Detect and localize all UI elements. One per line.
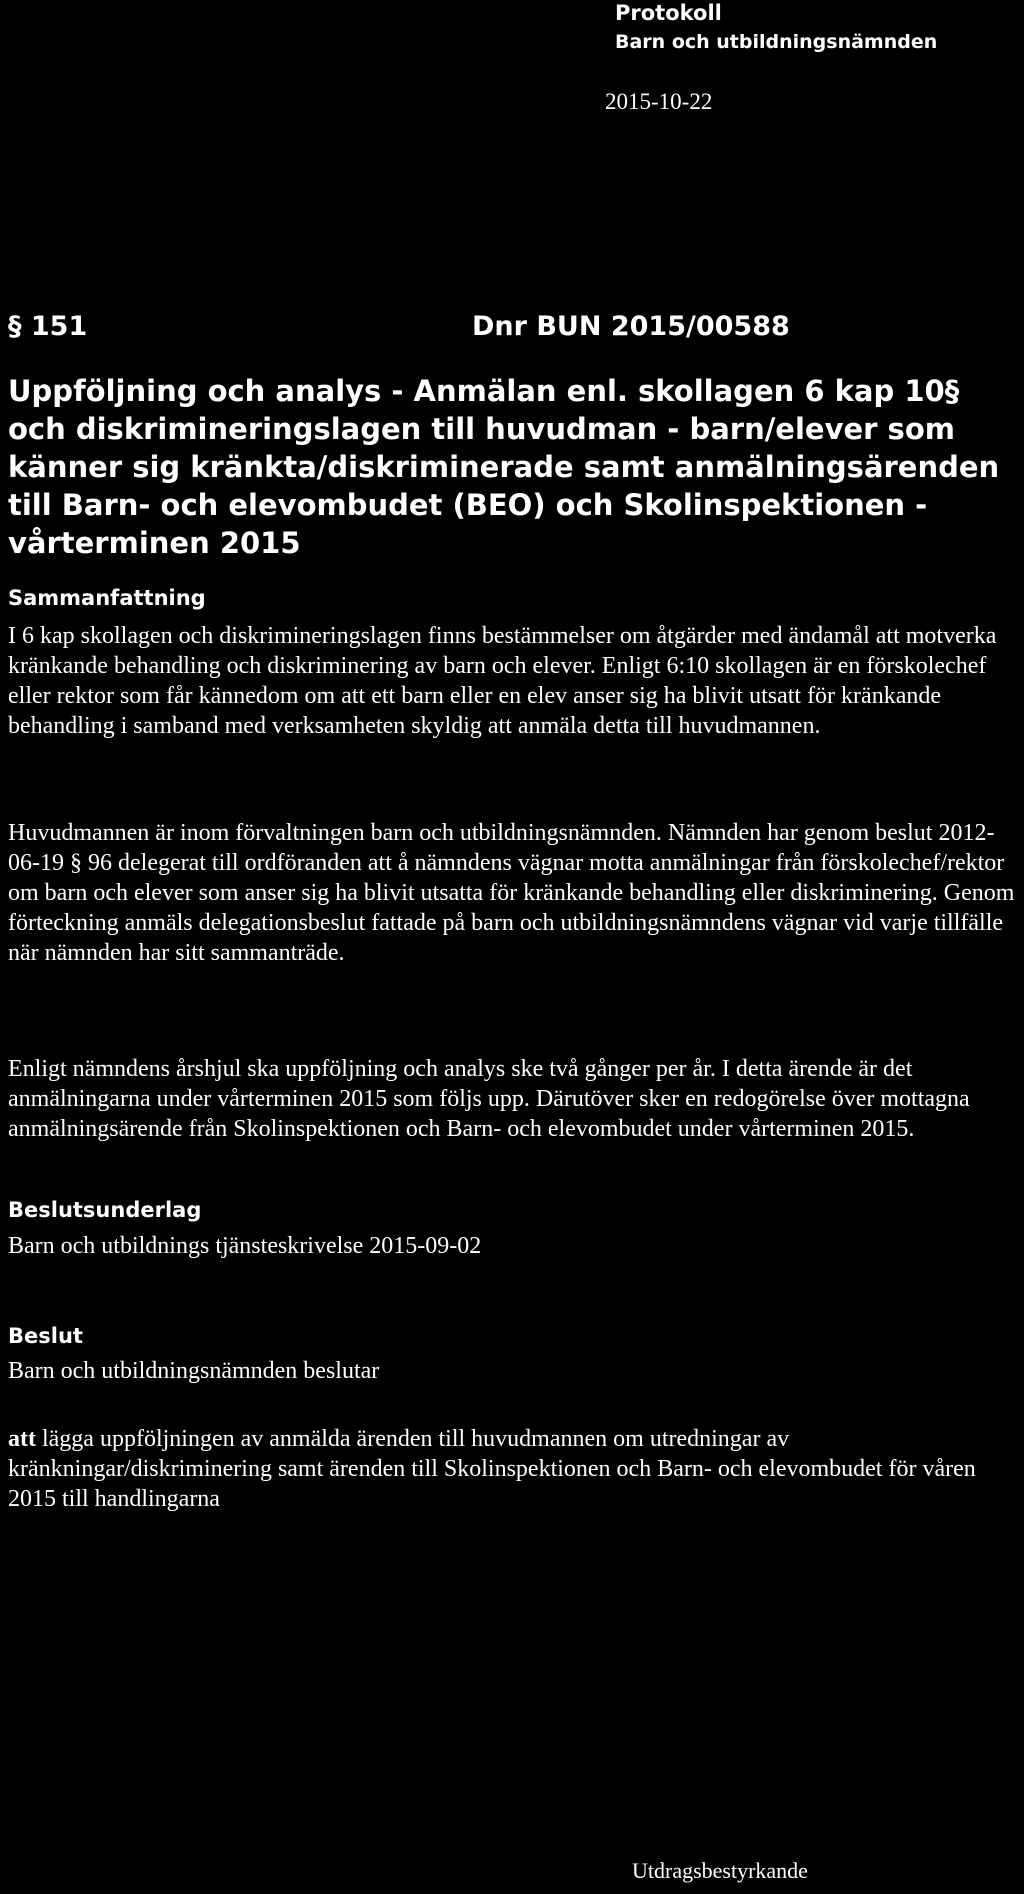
decision-basis-text: Barn och utbildnings tjänsteskrivelse 2015-09-02 xyxy=(8,1233,482,1259)
heading-sammanfattning: Sammanfattning xyxy=(8,586,206,610)
decision-clause xyxy=(8,1424,1018,1514)
committee-name: Barn och utbildningsnämnden xyxy=(615,31,938,53)
att-keyword: att xyxy=(8,1426,36,1452)
summary-paragraph-1: I 6 kap skollagen och diskrimineringslagen finns bestämmelser om åtgärder med ändamål att motverka kränkande behandling och diskriminering av barn och elever. Enligt 6:10 skollagen är en förskolechef eller rektor som får kännedom om att ett barn eller en elev anser sig ha blivit utsatt för kränkande behandling i samband med verksamheten skyldig att anmäla detta till huvudmannen. xyxy=(8,623,997,739)
heading-beslut: Beslut xyxy=(8,1324,83,1348)
registration-number: Dnr BUN 2015/00588 xyxy=(472,311,790,342)
decision-clause-text: lägga uppföljningen av anmälda ärenden till huvudmannen om utredningar av kränkningar/diskriminering samt ärenden till Skolinspektionen och Barn- och elevombudet för våren 2015 till handlingarna xyxy=(8,1426,976,1512)
decision-intro: Barn och utbildningsnämnden beslutar xyxy=(8,1358,380,1384)
protocol-label: Protokoll xyxy=(615,1,722,25)
summary-paragraph-2: Huvudmannen är inom förvaltningen barn och utbildningsnämnden. Nämnden har genom beslut 2012-06-19 § 96 delegerat till ordföranden att å nämndens vägnar motta anmälningar från förskolechef/rektor om barn och elever som anser sig ha blivit utsatta för kränkande behandling eller diskriminering. Genom förteckning anmäls delegationsbeslut fattade på barn och utbildningsnämndens vägnar vid varje tillfälle när nämnden har sitt sammanträde. xyxy=(8,820,1015,966)
meeting-date: 2015-10-22 xyxy=(605,89,713,114)
page-title: Uppföljning och analys - Anmälan enl. skollagen 6 kap 10§ och diskrimineringslagen till huvudman - barn/elever som känner sig kränkta/diskriminerade samt anmälningsärenden till Barn- och elevombudet (BEO) och Skolinspektionen - vårterminen 2015 xyxy=(8,374,1000,560)
heading-beslutsunderlag: Beslutsunderlag xyxy=(8,1198,202,1222)
paragraph-number: § 151 xyxy=(8,311,88,342)
extract-certification-label: Utdragsbestyrkande xyxy=(632,1858,808,1883)
summary-paragraph-3: Enligt nämndens årshjul ska uppföljning och analys ske två gånger per år. I detta ärende är det anmälningarna under vårterminen 2015 som följs upp. Därutöver sker en redogörelse över mottagna anmälningsärende från Skolinspektionen och Barn- och elevombudet under vårterminen 2015. xyxy=(8,1056,970,1142)
